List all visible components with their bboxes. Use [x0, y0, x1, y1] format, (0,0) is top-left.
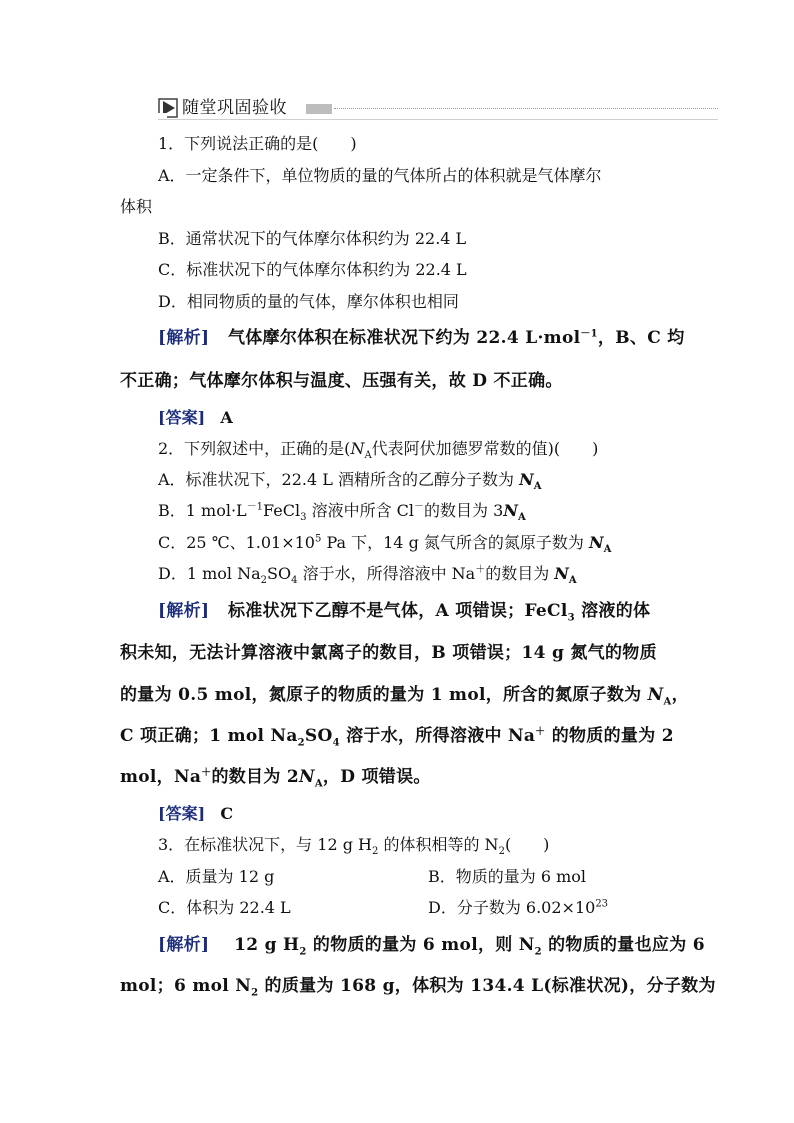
- q1-explanation-line-1: [解析] 气体摩尔体积在标准状况下约为 22.4 L·mol$^{-1}$，B、C 均: [158, 328, 685, 348]
- q1-option-a-cont: 体积: [120, 197, 153, 216]
- q3-option-b: B．物质的量为 6 mol: [428, 867, 587, 886]
- q2-answer-value: C: [220, 804, 234, 823]
- q1-answer-value: A: [220, 408, 233, 427]
- q2-option-a: A．标准状况下，22.4 L 酒精所含的乙醇分子数为 $N_A$: [158, 470, 542, 493]
- answer-tag: [答案]: [158, 804, 206, 823]
- q2-option-d: D．1 mol $Na_2SO_4$ 溶于水，所得溶液中 Na＋的数目为 $N_A$: [158, 564, 577, 587]
- q3-stem: 3．在标准状况下，与 12 g $H_2$ 的体积相等的 $N_2$( ): [158, 835, 550, 858]
- q2-explanation-line-1: [解析] 标准状况下乙醇不是气体，A 项错误；FeCl$_3$ 溶液的体: [158, 601, 651, 624]
- q2-option-c: C．25 ℃、$1.01\times 10^5$ Pa 下，14 g 氮气所含的氮原子数为 $N_A$: [158, 533, 612, 556]
- q2-option-b: B．1 $mol\cdot L^{-1}FeCl_3$ 溶液中所含 Cl－的数目为 $3N_A$: [158, 501, 526, 524]
- play-arrow-icon: [158, 98, 178, 118]
- q1-option-a: A．一定条件下，单位物质的量的气体所占的体积就是气体摩尔: [158, 166, 602, 185]
- q1-stem: 1．下列说法正确的是( ): [158, 134, 357, 153]
- q1-answer: [158, 407, 233, 429]
- q3-option-c: C．体积为 22.4 L: [158, 898, 291, 917]
- q1-option-d: D．相同物质的量的气体，摩尔体积也相同: [158, 292, 459, 311]
- header-decor-bar: [306, 104, 332, 114]
- q3-option-a: A．质量为 12 g: [158, 867, 275, 886]
- q2-stem: 2．下列叙述中，正确的是($N_A$代表阿伏加德罗常数的值)( ): [158, 439, 599, 462]
- explanation-tag: [解析]: [158, 328, 210, 348]
- q2-explanation-line-5: mol，Na＋的数目为 $2N_A$，D 项错误。: [120, 767, 431, 790]
- q3-option-d: D．分子数为 $6.02\times 10^{23}$: [428, 898, 609, 917]
- explanation-tag: [解析]: [158, 935, 210, 955]
- q3-explanation-line-1: [解析] 12 g $H_2$ 的物质的量为 6 mol，则 $N_2$ 的物质的量也应为 6: [158, 935, 705, 958]
- q1-option-c: C．标准状况下的气体摩尔体积约为 22.4 L: [158, 260, 467, 279]
- explanation-tag: [解析]: [158, 601, 210, 621]
- q2-explanation-line-4: C 项正确；1 mol $Na_2SO_4$ 溶于水，所得溶液中 Na＋ 的物质的量为 2: [120, 726, 674, 749]
- answer-tag: [答案]: [158, 408, 206, 427]
- header-dotted-rule: [334, 108, 718, 109]
- q3-explanation-line-2: mol；6 mol $N_2$ 的质量为 168 g，体积为 134.4 L(标准状况)，分子数为: [120, 976, 716, 999]
- q1-option-b: B．通常状况下的气体摩尔体积约为 22.4 L: [158, 229, 467, 248]
- q2-explanation-line-3: 的量为 0.5 mol，氮原子的物质的量为 1 mol，所含的氮原子数为 $N_A$，: [120, 685, 689, 708]
- header-underline: [158, 119, 718, 120]
- section-header: [158, 97, 718, 119]
- q2-answer: [158, 803, 233, 825]
- q2-explanation-line-2: 积未知，无法计算溶液中氯离子的数目，B 项错误；14 g 氮气的物质: [120, 643, 657, 663]
- section-title: 随堂巩固验收: [182, 98, 287, 118]
- q1-explanation-line-2: 不正确；气体摩尔体积与温度、压强有关，故 D 不正确。: [120, 371, 563, 391]
